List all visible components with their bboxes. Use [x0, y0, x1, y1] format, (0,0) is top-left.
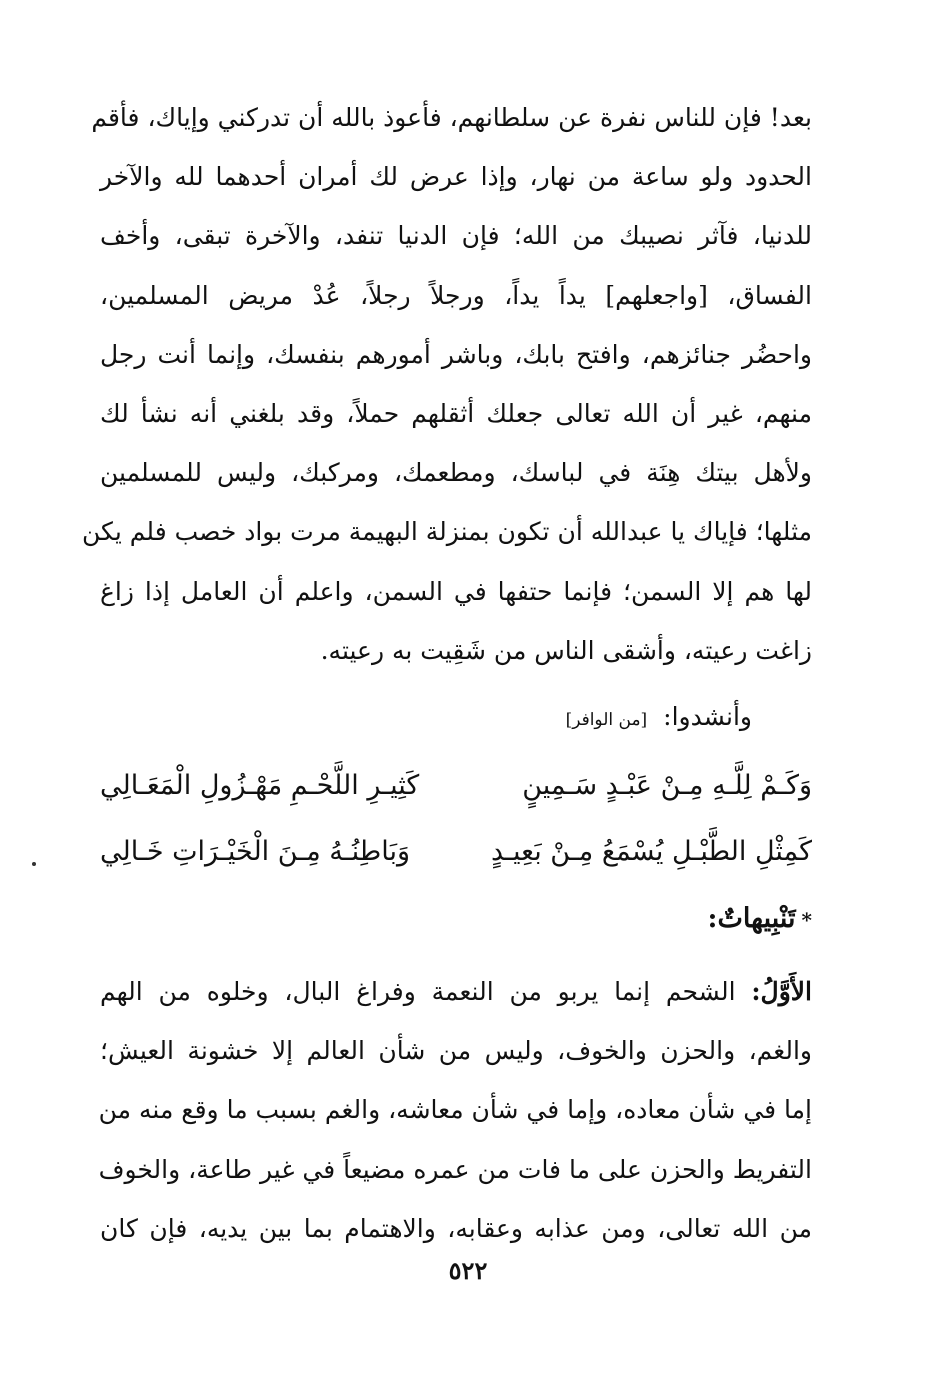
scan-speck	[32, 862, 36, 866]
text-line: والغم، والحزن والخوف، وليس من شأن العالم إلا خشونة العيش؛	[100, 1036, 812, 1066]
text-line: ولأهل بيتك هِنَة في لباسك، ومطعمك، ومركبك، وليس للمسلمين	[100, 458, 812, 488]
poem-meter: [من الوافر]	[565, 710, 648, 731]
poem-intro-text: وأنشدوا:	[663, 702, 752, 732]
poem	[100, 753, 812, 885]
paragraph-lead: الأَوَّلُ:	[751, 977, 812, 1007]
verse-second-hemistich: كَثِيـرِ اللَّحْـمِ مَهْـزُولِ الْمَعَـالِي	[100, 770, 420, 802]
text-line: مثلها؛ فإياك يا عبدالله أن تكون بمنزلة البهيمة مرت بواد خصب فلم يكن	[82, 517, 812, 547]
text-line: واحضُر جنائزهم، وافتح بابك، وباشر أمورهم بنفسك، وإنما أنت رجل	[100, 339, 812, 369]
verse-first-hemistich: كَمِثْلِ الطَّبْـلِ يُسْمَعُ مِـنْ بَعِيـدٍ	[490, 836, 812, 868]
page-body	[82, 88, 812, 1258]
text-line: التفريط والحزن على ما فات من عمره مضيعاً في غير طاعة، والخوف	[98, 1154, 812, 1184]
text-line: زاغت رعيته، وأشقى الناس من شَقِيت به رعيته.	[320, 635, 812, 665]
text-line: لها هم إلا السمن؛ فإنما حتفها في السمن، واعلم أن العامل إذا زاغ	[100, 576, 812, 606]
poem-intro	[100, 692, 752, 745]
text-line: للدنيا، فآثر نصيبك من الله؛ فإن الدنيا تنفد، والآخرة تبقى، وأخف	[100, 221, 812, 251]
poem-verse	[100, 819, 812, 885]
section-heading	[100, 889, 812, 950]
paragraph-2	[100, 962, 812, 1258]
section-heading-text: تَنْبِيهاتٌ:	[707, 903, 796, 935]
text-line: بعد! فإن للناس نفرة عن سلطانهم، فأعوذ بالله أن تدركني وإياك، فأقم	[91, 103, 812, 132]
text-fragment: الشحم إنما يربو من النعمة وفراغ البال، وخلوه من الهم	[100, 977, 752, 1007]
text-line: من الله تعالى، ومن عذابه وعقابه، والاهتمام بما بين يديه، فإن كان	[100, 1213, 812, 1243]
poem-verse	[100, 753, 812, 819]
text-line: إما في شأن معاده، وإما في شأن معاشه، والغم بسبب ما وقع منه من	[98, 1095, 812, 1125]
text-line: الحدود ولو ساعة من نهار، وإذا عرض لك أمران أحدهما لله والآخر	[100, 162, 812, 192]
text-line: الفساق، [واجعلهم] يداً يداً، ورجلاً رجلاً، عُدْ مريض المسلمين،	[100, 280, 812, 310]
text-line	[100, 962, 812, 1021]
paragraph-1	[82, 88, 812, 680]
verse-first-hemistich: وَكَـمْ لِلَّـهِ مِـنْ عَبْـدٍ سَـمِينٍ	[522, 770, 812, 802]
text-line: منهم، غير أن الله تعالى جعلك أثقلهم حملاً، وقد بلغني أنه نشأ لك	[100, 399, 812, 429]
star-icon: *	[801, 908, 812, 933]
verse-second-hemistich: وَبَاطِنُـهُ مِـنَ الْخَيْـرَاتِ خَـالِي	[100, 836, 411, 868]
page-number: ٥٢٢	[448, 1256, 488, 1285]
